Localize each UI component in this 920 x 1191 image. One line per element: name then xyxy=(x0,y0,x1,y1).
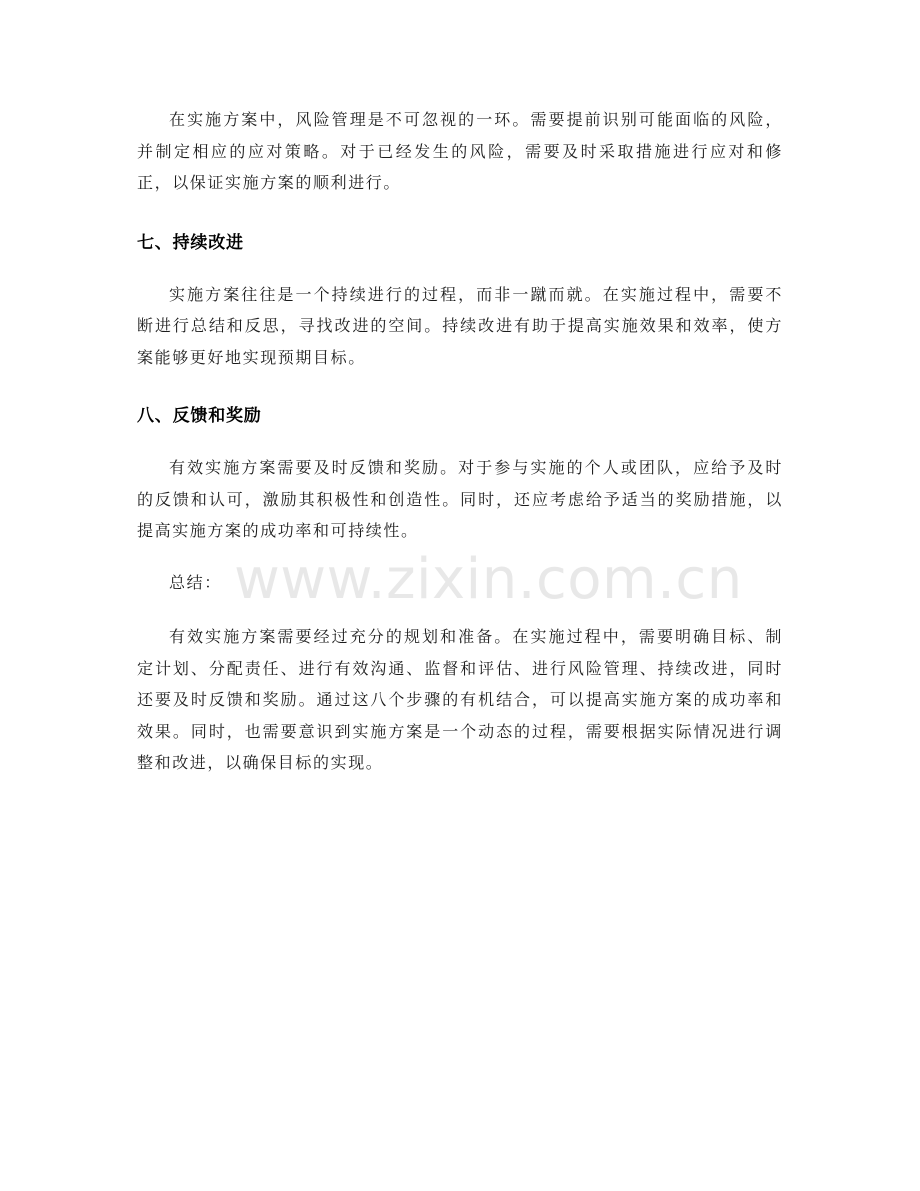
paragraph-risk-management: 在实施方案中，风险管理是不可忽视的一环。需要提前识别可能面临的风险，并制定相应的应对策略。对于已经发生的风险，需要及时采取措施进行应对和修正，以保证实施方案的顺利进行。 xyxy=(137,110,783,192)
section-heading-feedback-reward: 八、反馈和奖励 xyxy=(137,406,262,426)
paragraph-feedback-reward: 有效实施方案需要及时反馈和奖励。对于参与实施的个人或团队，应给予及时的反馈和认可，激励其积极性和创造性。同时，还应考虑给予适当的奖励措施，以提高实施方案的成功率和可持续性。 xyxy=(137,458,783,540)
watermark: www.zixin.com.cn xyxy=(234,547,743,612)
paragraph-summary: 有效实施方案需要经过充分的规划和准备。在实施过程中，需要明确目标、制定计划、分配责任、进行有效沟通、监督和评估、进行风险管理、持续改进，同时还要及时反馈和奖励。通过这八个步骤的有机结合，可以提高实施方案的成功率和效果。同时，也需要意识到实施方案是一个动态的过程，需要根据实际情况进行调整和改进，以确保目标的实现。 xyxy=(137,627,783,772)
section-heading-continuous-improvement: 七、持续改进 xyxy=(137,232,244,253)
summary-label: 总结： xyxy=(169,572,222,592)
paragraph-continuous-improvement: 实施方案往往是一个持续进行的过程，而非一蹴而就。在实施过程中，需要不断进行总结和反思，寻找改进的空间。持续改进有助于提高实施效果和效率，使方案能够更好地实现预期目标。 xyxy=(137,284,783,367)
document-body xyxy=(137,104,783,779)
